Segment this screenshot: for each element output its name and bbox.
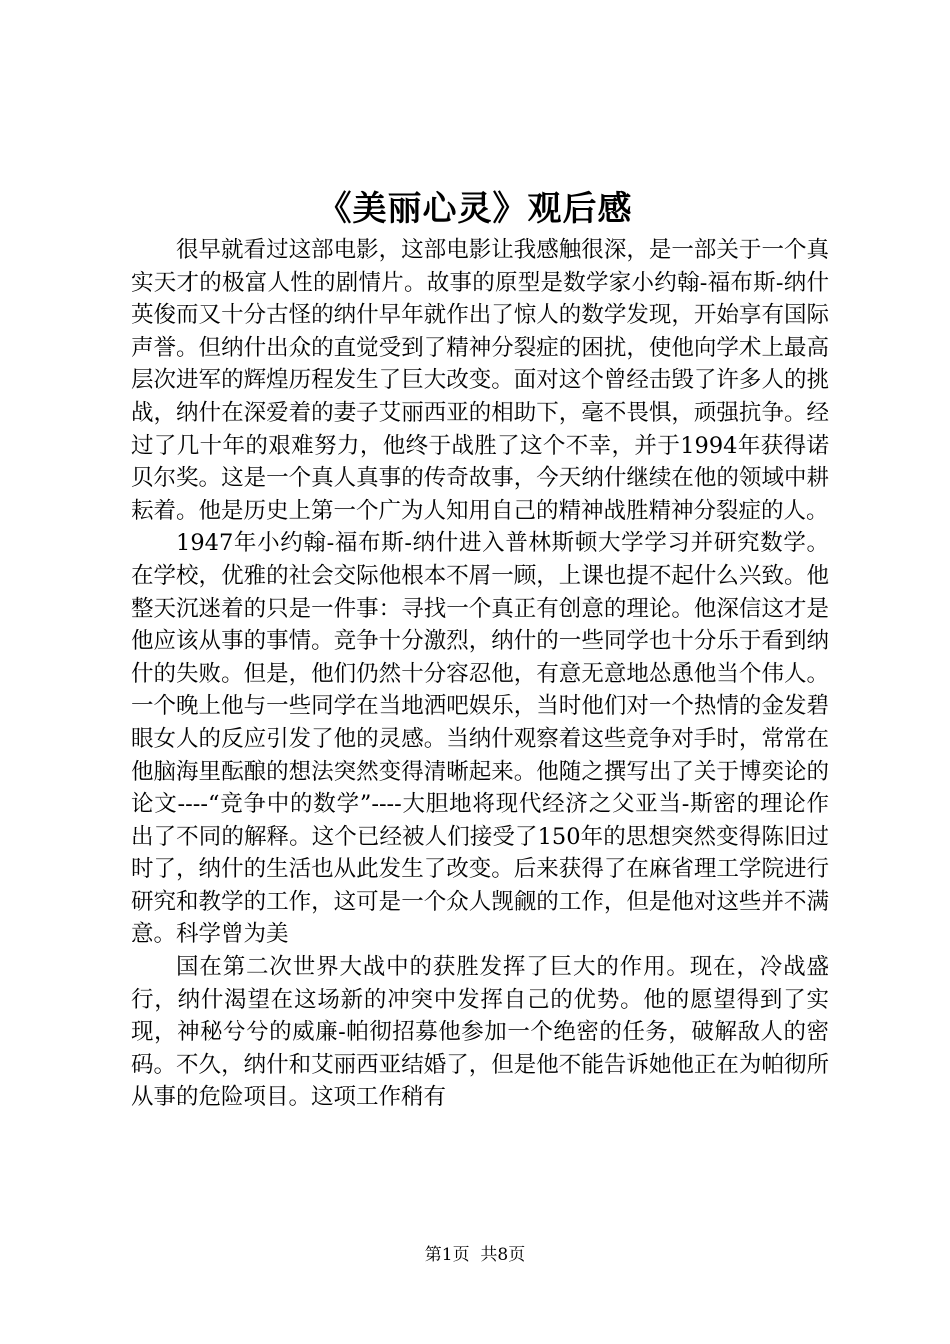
document-title: 《美丽心灵》观后感 (317, 189, 633, 229)
document-body (131, 234, 829, 1114)
page-total: 共8页 (480, 1245, 526, 1265)
page-footer (0, 1244, 950, 1266)
paragraph-1: 很早就看过这部电影，这部电影让我感触很深，是一部关于一个真实天才的极富人性的剧情片。故事的原型是数学家小约翰-福布斯-纳什英俊而又十分古怪的纳什早年就作出了惊人的数学发现，开始享有国际声誉。但纳什出众的直觉受到了精神分裂症的困扰，使他向学术上最高层次进军的辉煌历程发生了巨大改变。面对这个曾经击毁了许多人的挑战，纳什在深爱着的妻子艾丽西亚的相助下，毫不畏惧，顽强抗争。经过了几十年的艰难努力，他终于战胜了这个不幸，并于1994年获得诺贝尔奖。这是一个真人真事的传奇故事，今天纳什继续在他的领域中耕耘着。他是历史上第一个广为人知用自己的精神战胜精神分裂症的人。 (131, 237, 829, 524)
paragraph-2: 1947年小约翰-福布斯-纳什进入普林斯顿大学学习并研究数学。在学校，优雅的社会交际他根本不屑一顾，上课也提不起什么兴致。他整天沉迷着的只是一件事：寻找一个真正有创意的理论。他深信这才是他应该从事的事情。竞争十分激烈，纳什的一些同学也十分乐于看到纳什的失败。但是，他们仍然十分容忍他，有意无意地怂恿他当个伟人。一个晚上他与一些同学在当地洒吧娱乐，当时他们对一个热情的金发碧眼女人的反应引发了他的灵感。当纳什观察着这些竞争对手时，常常在他脑海里酝酿的想法突然变得清晰起来。他随之撰写出了关于博奕论的论文----“竞争中的数学”----大胆地将现代经济之父亚当-斯密的理论作出了不同的解释。这个已经被人们接受了150年的思想突然变得陈旧过时了，纳什的生活也从此发生了改变。后来获得了在麻省理工学院进行研究和教学的工作，这可是一个众人觊觎的工作，但是他对这些并不满意。科学曾为美 (131, 530, 829, 948)
paragraph-3: 国在第二次世界大战中的获胜发挥了巨大的作用。现在，冷战盛行，纳什渴望在这场新的冲突中发挥自己的优势。他的愿望得到了实现，神秘兮兮的威廉-帕彻招募他参加一个绝密的任务，破解敌人的密码。不久，纳什和艾丽西亚结婚了，但是他不能告诉她他正在为帕彻所从事的危险项目。这项工作稍有 (131, 954, 829, 1111)
page-number: 第1页 (424, 1245, 470, 1265)
